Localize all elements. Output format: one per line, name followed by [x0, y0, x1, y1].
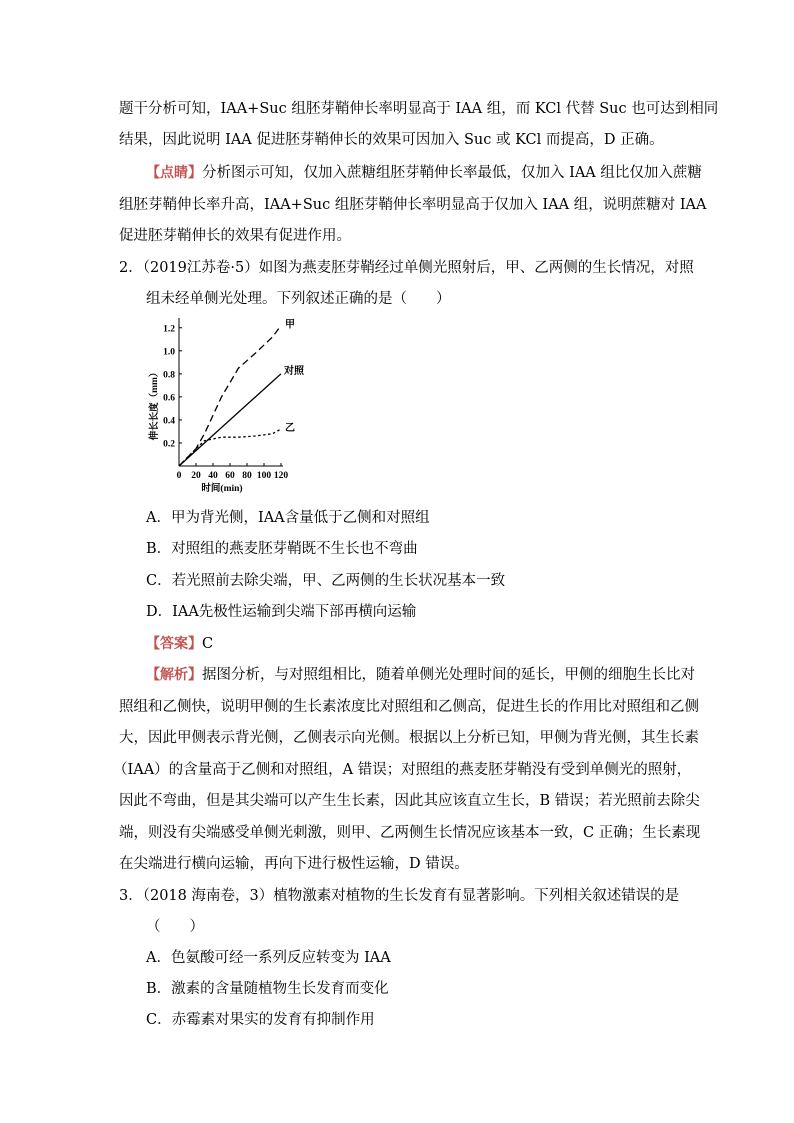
- y-tick-label: 0.2: [163, 439, 175, 450]
- series-label-甲: 甲: [285, 319, 295, 331]
- y-tick-label: 0.8: [163, 370, 175, 381]
- analysis-line: （IAA）的含量高于乙侧和对照组，A 错误；对照组的燕麦胚芽鞘没有受到单侧光的照射，: [113, 762, 692, 778]
- x-tick-label: 120: [273, 471, 289, 481]
- q1-tail-line: 题干分析可知，IAA+Suc 组胚芽鞘伸长率明显高于 IAA 组，而 KCl 代替 Suc 也可达到相同: [119, 101, 719, 117]
- x-tick-label: 80: [242, 471, 252, 481]
- y-axis-label: 伸长长度（mm）: [150, 367, 160, 441]
- y-tick-label: 0.6: [163, 393, 175, 404]
- chart-labels: [148, 318, 305, 494]
- q3-option-b: B．激素的含量随植物生长发育而变化: [146, 981, 389, 997]
- answer-tag: 【答案】: [146, 636, 202, 652]
- analysis-line: 据图分析，与对照组相比，随着单侧光处理时间的延长，甲侧的细胞生长比对: [202, 667, 695, 683]
- chart-axes: [179, 318, 283, 466]
- series-line-乙: [179, 429, 281, 466]
- dianjing-line: 促进胚芽鞘伸长的效果有促进作用。: [119, 228, 351, 244]
- q2-option-a: A．甲为背光侧，IAA含量低于乙侧和对照组: [146, 510, 430, 526]
- analysis-line: 因此不弯曲，但是其尖端可以产生生长素，因此其应该直立生长，B 错误；若光照前去除尖: [119, 793, 700, 809]
- q2-option-b: B．对照组的燕麦胚芽鞘既不生长也不弯曲: [146, 541, 418, 557]
- analysis-line: 大，因此甲侧表示背光侧，乙侧表示向光侧。根据以上分析已知，甲侧为背光侧，其生长素: [119, 730, 699, 746]
- q2-option-c: C．若光照前去除尖端，甲、乙两侧的生长状况基本一致: [146, 573, 506, 589]
- analysis-line: 照组和乙侧快，说明甲侧的生长素浓度比对照组和乙侧高，促进生长的作用比对照组和乙侧: [119, 699, 699, 715]
- q3-option-a: A．色氨酸可经一系列反应转变为 IAA: [146, 950, 391, 966]
- series-label-乙: 乙: [285, 423, 295, 435]
- q3-stem-line: 3．（2018 海南卷，3）植物激素对植物的生长发育有显著影响。下列相关叙述错误的是: [119, 888, 680, 904]
- q2-option-d: D．IAA先极性运输到尖端下部再横向运输: [146, 604, 417, 620]
- analysis-line: 在尖端进行横向运输，再向下进行极性运输，D 错误。: [119, 856, 469, 872]
- analysis-paragraph: [146, 665, 695, 685]
- x-tick-label: 100: [256, 471, 272, 481]
- y-tick-label: 1.2: [163, 324, 175, 335]
- x-axis-label: 时间(min): [201, 484, 243, 494]
- dianjing-line: 分析图示可知，仅加入蔗糖组胚芽鞘伸长率最低，仅加入 IAA 组比仅加入蔗糖: [202, 165, 702, 181]
- dianjing-line: 组胚芽鞘伸长率升高，IAA+Suc 组胚芽鞘伸长率明显高于仅加入 IAA 组，说明蔗糖对 IAA: [119, 197, 707, 213]
- series-line-对照: [179, 374, 281, 466]
- y-tick-label: 1.0: [163, 347, 175, 358]
- analysis-tag: 【解析】: [146, 667, 202, 683]
- x-tick-label: 20: [191, 471, 201, 481]
- series-line-甲: [179, 326, 281, 467]
- answer-value: C: [202, 636, 214, 652]
- y-tick-label: 0.4: [163, 416, 175, 427]
- x-tick-label: 60: [225, 471, 235, 481]
- q3-stem-line: （ ）: [146, 919, 204, 935]
- chart-marks: [179, 326, 281, 467]
- dianjing-paragraph: [146, 163, 702, 183]
- x-tick-label: 0: [176, 471, 182, 481]
- x-tick-label: 40: [208, 471, 218, 481]
- series-label-对照: 对照: [284, 365, 304, 377]
- growth-chart: [150, 312, 304, 494]
- q3-option-c: C．赤霉素对果实的发育有抑制作用: [146, 1012, 375, 1028]
- dianjing-tag: 【点睛】: [146, 165, 202, 181]
- answer-paragraph: [146, 634, 213, 654]
- analysis-line: 端，则没有尖端感受单侧光刺激，则甲、乙两侧生长情况应该基本一致，C 正确；生长素现: [119, 825, 701, 841]
- q1-tail-line: 结果，因此说明 IAA 促进胚芽鞘伸长的效果可因加入 Suc 或 KCl 而提高，D 正确。: [119, 132, 664, 148]
- q2-stem-line: 组未经单侧光处理。下列叙述正确的是（ ）: [146, 291, 451, 307]
- q2-stem-line: 2．（2019江苏卷·5）如图为燕麦胚芽鞘经过单侧光照射后，甲、乙两侧的生长情况，对照: [119, 260, 694, 276]
